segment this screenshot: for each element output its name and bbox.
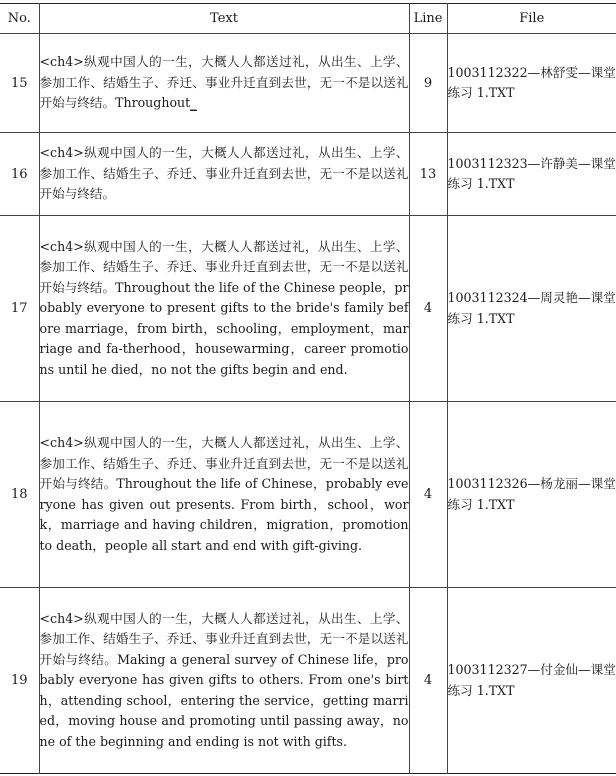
row-file: 1003112322—林舒雯—课堂练习 1.TXT bbox=[447, 34, 616, 133]
row-number: 19 bbox=[0, 588, 39, 774]
header-line: Line bbox=[409, 4, 447, 34]
row-text: <ch4>纵观中国人的一生，大概人人都送过礼，从出生、上学、参加工作、结婚生子、乔迁、事业升迁直到去世，无一不是以送礼开始与终结。Throughout the life of the Chinese people，probably everyone to present gifts to the bride's family before marriage，from birth，schooling，employment，marriage and fa-therhood，housewarming，career promotions until he died，no not the gifts begin and end. bbox=[39, 216, 409, 402]
row-text: <ch4>纵观中国人的一生，大概人人都送过礼，从出生、上学、参加工作、结婚生子、乔迁、事业升迁直到去世，无一不是以送礼开始与终结。 bbox=[39, 133, 409, 216]
table-row bbox=[0, 402, 616, 588]
row-number: 15 bbox=[0, 34, 39, 133]
row-line: 4 bbox=[409, 588, 447, 774]
header-file: File bbox=[447, 4, 616, 34]
row-text: <ch4>纵观中国人的一生，大概人人都送过礼，从出生、上学、参加工作、结婚生子、乔迁、事业升迁直到去世，无一不是以送礼开始与终结。Throughout the life of Chinese，probably everyone has given out presents. From birth，school，work，marriage and having children，migration，promotion to death，people all start and end with gift-giving. bbox=[39, 402, 409, 588]
row-line: 4 bbox=[409, 216, 447, 402]
row-file: 1003112326—杨龙丽—课堂练习 1.TXT bbox=[447, 402, 616, 588]
row-number: 16 bbox=[0, 133, 39, 216]
header-no: No. bbox=[0, 4, 39, 34]
row-file: 1003112327—付金仙—课堂练习 1.TXT bbox=[447, 588, 616, 774]
row-line: 13 bbox=[409, 133, 447, 216]
row-file: 1003112324—周灵艳—课堂练习 1.TXT bbox=[447, 216, 616, 402]
row-file: 1003112323—许静美—课堂练习 1.TXT bbox=[447, 133, 616, 216]
header-row bbox=[0, 4, 616, 34]
row-line: 9 bbox=[409, 34, 447, 133]
row-text-content: <ch4>纵观中国人的一生，大概人人都送过礼，从出生、上学、参加工作、结婚生子、乔迁、事业升迁直到去世，无一不是以送礼开始与终结。Throughout bbox=[39, 54, 409, 111]
table-row bbox=[0, 216, 616, 402]
row-text bbox=[39, 34, 409, 133]
row-number: 18 bbox=[0, 402, 39, 588]
row-number: 17 bbox=[0, 216, 39, 402]
row-text: <ch4>纵观中国人的一生，大概人人都送过礼，从出生、上学、参加工作、结婚生子、乔迁、事业升迁直到去世，无一不是以送礼开始与终结。Making a general survey of Chinese life，probably everyone has given gifts to others. From one's birth，attending school，entering the service，getting married，moving house and promoting until passing away，none of the beginning and ending is not with gifts. bbox=[39, 588, 409, 774]
table-row bbox=[0, 588, 616, 774]
keyword-marker: _ bbox=[190, 95, 197, 111]
header-text: Text bbox=[39, 4, 409, 34]
table-row bbox=[0, 133, 616, 216]
row-line: 4 bbox=[409, 402, 447, 588]
concordance-table bbox=[0, 3, 616, 774]
table-row bbox=[0, 34, 616, 133]
